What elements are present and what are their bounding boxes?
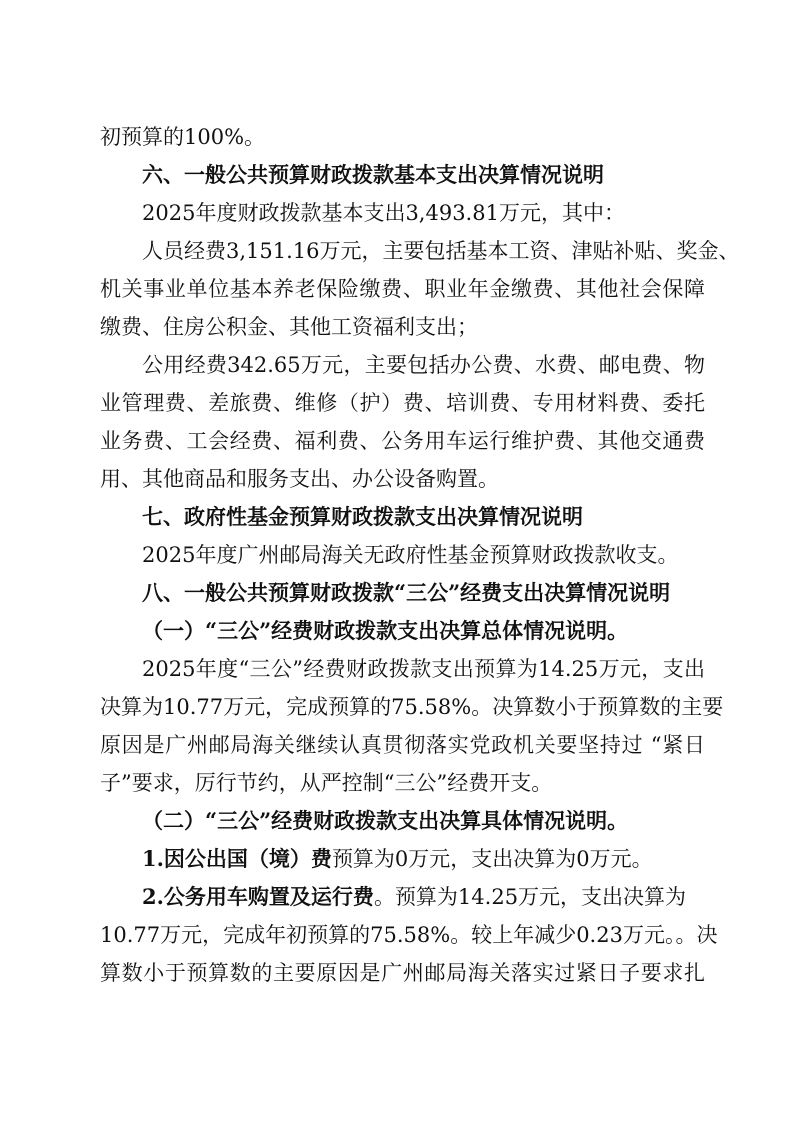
section-heading-6: 六、一般公共预算财政拨款基本支出决算情况说明	[142, 162, 604, 187]
item-1-text: 预算为0万元，支出决算为0万元。	[331, 847, 653, 871]
item-1-title: 1.因公出国（境）费	[142, 846, 332, 871]
subsection-heading-2: （二）“三公”经费财政拨款支出决算具体情况说明。	[142, 808, 629, 833]
section-heading-7: 七、政府性基金预算财政拨款支出决算情况说明	[142, 504, 583, 529]
section-heading-8: 八、一般公共预算财政拨款“三公”经费支出决算情况说明	[142, 580, 671, 605]
paragraph-line: 子”要求，厉行节约，从严控制“三公”经费开支。	[100, 771, 553, 795]
item-2-text: 。预算为14.25万元，支出决算为	[373, 885, 687, 909]
paragraph-line	[142, 882, 705, 912]
paragraph-line: 算数小于预算数的主要原因是广州邮局海关落实过紧日子要求扎	[100, 961, 705, 985]
paragraph-line: 初预算的100%。	[100, 125, 266, 149]
paragraph-line: 业务费、工会经费、福利费、公务用车运行维护费、其他交通费	[100, 429, 705, 453]
paragraph-line: 业管理费、差旅费、维修（护）费、培训费、专用材料费、委托	[100, 391, 705, 415]
paragraph-line: 2025年度“三公”经费财政拨款支出预算为14.25万元，支出	[142, 657, 705, 681]
paragraph-line: 原因是广州邮局海关继续认真贯彻落实党政机关要坚持过 “紧日	[100, 733, 705, 757]
paragraph-line: 人员经费3,151.16万元，主要包括基本工资、津贴补贴、奖金、	[142, 239, 740, 263]
paragraph-line: 2025年度财政拨款基本支出3,493.81万元，其中：	[142, 201, 625, 225]
paragraph-line	[142, 844, 705, 874]
paragraph-line: 2025年度广州邮局海关无政府性基金预算财政拨款收支。	[142, 543, 679, 567]
paragraph-line: 用、其他商品和服务支出、办公设备购置。	[100, 467, 499, 491]
paragraph-line: 机关事业单位基本养老保险缴费、职业年金缴费、其他社会保障	[100, 277, 705, 301]
subsection-heading-1: （一）“三公”经费财政拨款支出决算总体情况说明。	[142, 618, 629, 643]
item-2-title: 2.公务用车购置及运行费	[142, 884, 374, 909]
paragraph-line: 公用经费342.65万元，主要包括办公费、水费、邮电费、物	[142, 353, 705, 377]
paragraph-line: 决算为10.77万元，完成预算的75.58%。决算数小于预算数的主要	[100, 695, 724, 719]
paragraph-line: 10.77万元，完成年初预算的75.58%。较上年减少0.23万元。。决	[100, 923, 718, 947]
paragraph-line: 缴费、住房公积金、其他工资福利支出；	[100, 315, 478, 339]
